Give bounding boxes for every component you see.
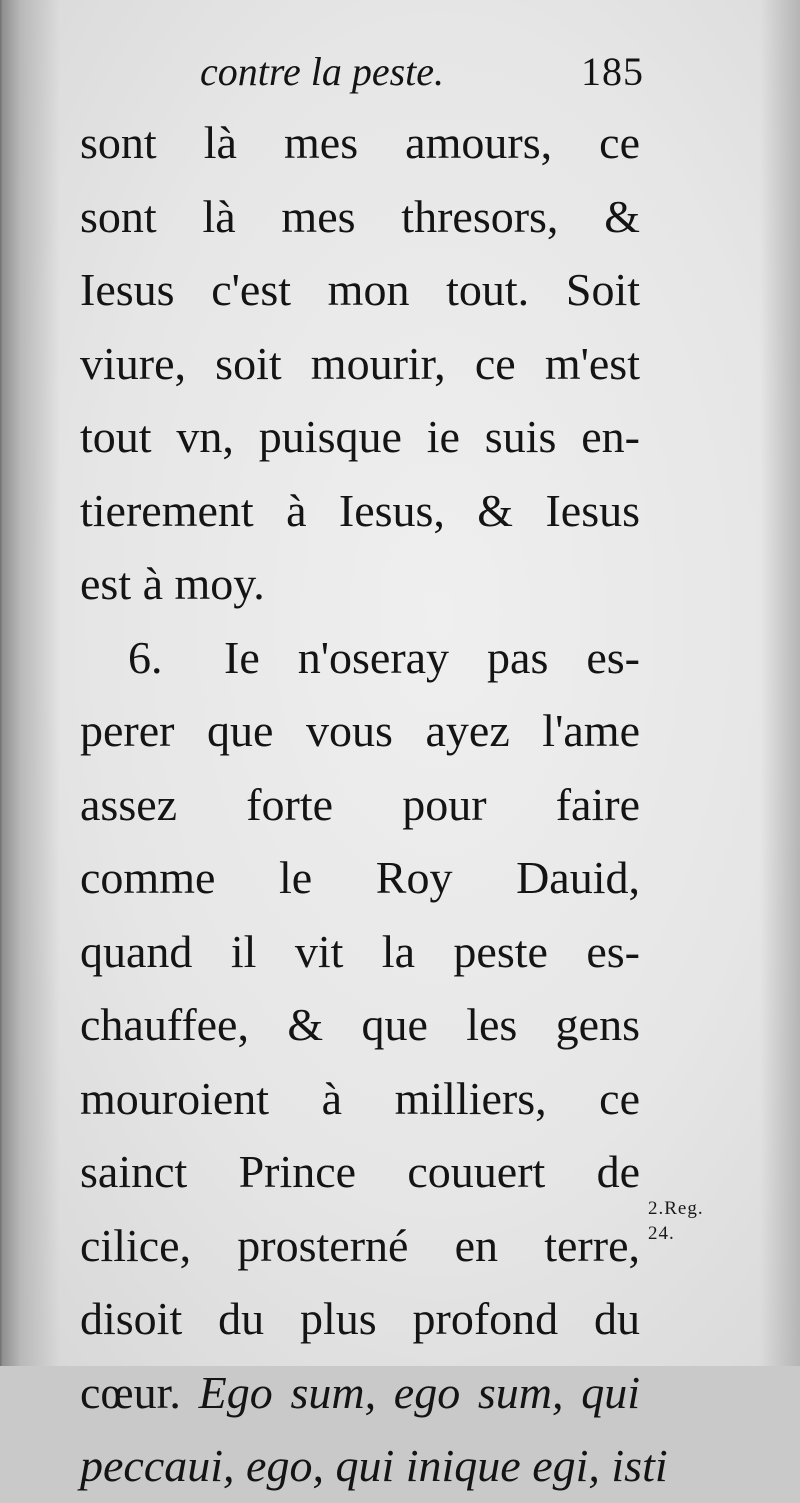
text-line: chauffee, & que les gens	[80, 999, 640, 1050]
margin-note	[648, 1196, 704, 1246]
text-line: assez forte pour faire	[80, 778, 640, 830]
text-line: viure, soit mourir, ce m'est	[80, 337, 640, 389]
text-line: comme le Roy Dauid,	[80, 852, 640, 903]
page-edge-shadow	[760, 0, 800, 1366]
text-line: disoit du plus profond du	[80, 1293, 640, 1344]
text-line: tierement à Iesus, & Iesus	[80, 484, 640, 536]
text-line: quand il vit la peste es-	[80, 925, 640, 977]
latin-quote: Ego sum, ego sum, qui	[198, 1366, 641, 1418]
paragraph-first-line-text: Ie n'oseray pas es-	[224, 631, 640, 683]
page-number: 185	[581, 49, 644, 94]
text-segment: cœur.	[80, 1366, 181, 1418]
text-line: sont là mes amours, ce	[80, 117, 640, 168]
text-line: est à moy.	[80, 558, 265, 609]
page-gutter-shadow	[0, 0, 60, 1366]
text-line: tout vn, puisque ie suis en-	[80, 411, 640, 462]
text-line: mouroient à milliers, ce	[80, 1072, 640, 1124]
text-line-mixed	[80, 1356, 640, 1430]
margin-note-line: 2.Reg.	[648, 1198, 704, 1219]
text-line: sont là mes thresors, &	[80, 190, 640, 242]
text-line: sainct Prince couuert de	[80, 1146, 640, 1197]
margin-note-line: 24.	[648, 1223, 675, 1244]
paragraph-first-line	[80, 621, 640, 695]
paragraph-number: 6.	[128, 631, 163, 683]
text-line: Iesus c'est mon tout. Soit	[80, 264, 640, 315]
page-header	[80, 48, 644, 106]
latin-quote-line: peccaui, ego, qui inique egi, isti	[80, 1440, 668, 1491]
text-line: perer que vous ayez l'ame	[80, 705, 640, 756]
running-head: contre la peste.	[200, 49, 445, 94]
text-line: cilice, prosterné en terre,	[80, 1219, 640, 1271]
